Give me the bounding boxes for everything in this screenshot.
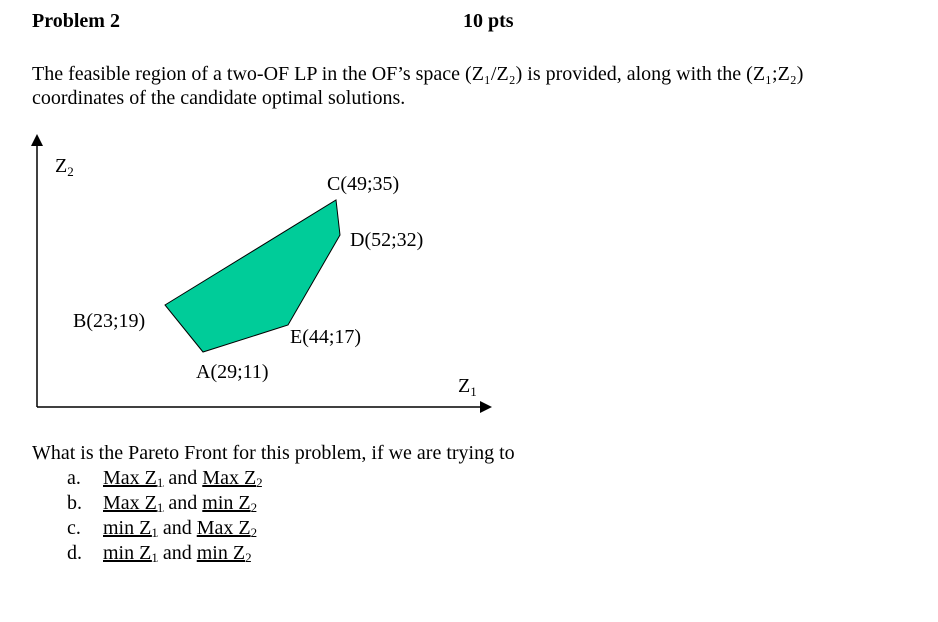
problem-title: Problem 2 <box>32 10 120 32</box>
intro-line-1: The feasible region of a two-OF LP in the OF’s space (Z₁/Z₂) is provided, along with the (Z₁;Z₂) <box>32 63 804 85</box>
intro-line-2: coordinates of the candidate optimal solutions. <box>32 87 406 109</box>
option-letter: d. <box>67 542 82 564</box>
points-value: 10 pts <box>463 10 514 32</box>
option-a <box>67 466 263 491</box>
option-first: $\min Z_1$ <box>103 517 158 540</box>
option-second: $\min Z_2$ <box>196 542 252 565</box>
option-d <box>67 541 252 566</box>
point-label-c: C(49;35) <box>327 173 400 195</box>
option-letter: b. <box>67 492 82 514</box>
y-axis-label: $Z_2$ <box>55 155 74 179</box>
option-first: Max $Z_1$ <box>103 467 164 490</box>
option-letter: a. <box>67 467 81 489</box>
point-label-d: D(52;32) <box>350 229 424 251</box>
x-axis-label: $Z_1$ <box>458 375 477 399</box>
option-c <box>67 516 257 541</box>
point-label-a: A(29;11) <box>196 361 269 383</box>
point-label-b: B(23;19) <box>73 310 146 332</box>
option-second: $\min Z_2$ <box>202 492 258 515</box>
option-second: Max $Z_2$ <box>202 467 263 490</box>
option-conj: and <box>168 467 198 489</box>
option-first: Max $Z_1$ <box>103 492 164 515</box>
option-conj: and <box>162 517 192 539</box>
option-first: $\min Z_1$ <box>103 542 158 565</box>
option-conj: and <box>168 492 198 514</box>
option-second: Max $Z_2$ <box>196 517 258 540</box>
option-letter: c. <box>67 517 81 539</box>
option-conj: and <box>162 542 192 564</box>
question-prompt: What is the Pareto Front for this problem, if we are trying to <box>32 442 515 464</box>
option-b <box>67 491 257 516</box>
point-label-e: E(44;17) <box>290 326 362 348</box>
